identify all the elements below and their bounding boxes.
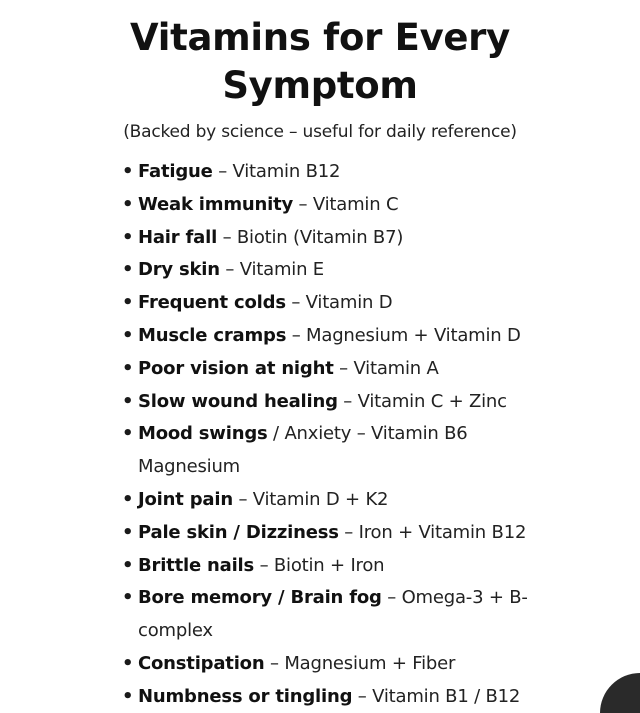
symptom-term: Muscle cramps xyxy=(138,324,287,346)
bullet-icon: • xyxy=(122,292,134,314)
vitamin-remedy: Vitamin B6 xyxy=(371,423,468,445)
list-item xyxy=(118,550,538,583)
vitamin-remedy: Vitamin D + K2 xyxy=(252,488,389,510)
separator: – xyxy=(293,193,313,215)
separator: – xyxy=(381,587,402,609)
vitamin-remedy-continued: Magnesium xyxy=(138,456,240,478)
vitamin-remedy: Iron + Vitamin B12 xyxy=(358,521,527,543)
list-item xyxy=(118,222,538,255)
list-item-line xyxy=(138,681,538,713)
list-item xyxy=(118,189,538,222)
list-item xyxy=(118,254,538,287)
title-line-1: Vitamins for Every xyxy=(130,16,510,59)
symptom-term: Joint pain xyxy=(138,488,233,510)
vitamin-remedy: Vitamin C xyxy=(312,193,399,215)
list-item-line xyxy=(138,287,538,320)
separator: – xyxy=(217,226,237,248)
symptom-vitamin-list xyxy=(118,156,538,713)
bullet-icon: • xyxy=(122,259,134,281)
list-item-line xyxy=(138,254,538,287)
page-subtitle: (Backed by science – useful for daily reference) xyxy=(123,122,517,142)
vitamin-remedy: Magnesium + Fiber xyxy=(284,652,456,674)
list-item-line xyxy=(138,582,538,615)
separator: / Anxiety – xyxy=(267,423,372,445)
bullet-icon: • xyxy=(122,390,134,412)
symptom-term: Fatigue xyxy=(138,161,213,182)
separator: – xyxy=(285,292,306,314)
list-item-line xyxy=(138,517,538,550)
bullet-icon: • xyxy=(122,488,134,510)
vitamin-remedy: Vitamin A xyxy=(353,357,439,379)
list-item xyxy=(118,386,538,419)
list-item-line xyxy=(138,648,538,681)
symptom-term: Dry skin xyxy=(138,259,220,281)
symptom-term: Constipation xyxy=(138,652,265,674)
separator: – xyxy=(338,521,359,543)
bullet-icon: • xyxy=(122,587,134,609)
symptom-term: Numbness or tingling xyxy=(138,685,353,707)
separator: – xyxy=(212,161,233,182)
separator: – xyxy=(232,488,253,510)
vitamin-remedy: Vitamin B1 / B12 xyxy=(372,685,521,707)
list-item xyxy=(118,582,538,648)
separator: – xyxy=(333,357,354,379)
bullet-icon: • xyxy=(122,652,134,674)
list-item xyxy=(118,484,538,517)
separator: – xyxy=(286,324,307,346)
bullet-icon: • xyxy=(122,423,134,445)
bullet-icon: • xyxy=(122,226,134,248)
bullet-icon: • xyxy=(122,357,134,379)
list-item xyxy=(118,681,538,713)
vitamin-remedy: Vitamin B12 xyxy=(232,161,341,182)
separator: – xyxy=(337,390,358,412)
title-line-2: Symptom xyxy=(222,64,418,107)
list-item xyxy=(118,418,538,484)
symptom-term: Brittle nails xyxy=(138,554,255,576)
symptom-term: Mood swings xyxy=(138,423,268,445)
bullet-icon: • xyxy=(122,161,134,182)
separator: – xyxy=(352,685,373,707)
list-item-line xyxy=(138,222,538,255)
list-item-line xyxy=(138,418,538,451)
list-item-line xyxy=(138,156,538,189)
vitamin-remedy: Vitamin C + Zinc xyxy=(357,390,507,412)
symptom-term: Frequent colds xyxy=(138,292,286,314)
list-item-line xyxy=(138,353,538,386)
bullet-icon: • xyxy=(122,521,134,543)
page-title xyxy=(0,14,640,110)
symptom-term: Slow wound healing xyxy=(138,390,338,412)
separator: – xyxy=(264,652,285,674)
list-item-line xyxy=(138,550,538,583)
vitamin-remedy: Magnesium + Vitamin D xyxy=(306,324,521,346)
separator: – xyxy=(254,554,274,576)
symptom-term: Poor vision at night xyxy=(138,357,334,379)
list-item xyxy=(118,353,538,386)
separator: – xyxy=(219,259,240,281)
symptom-term: Bore memory / Brain fog xyxy=(138,587,382,609)
bullet-icon: • xyxy=(122,193,134,215)
bullet-icon: • xyxy=(122,324,134,346)
vitamin-remedy-continued: complex xyxy=(138,620,213,642)
vitamin-remedy: Biotin (Vitamin B7) xyxy=(236,226,404,248)
list-item-line xyxy=(138,484,538,517)
list-item xyxy=(118,287,538,320)
list-item-line xyxy=(138,320,538,353)
list-item xyxy=(118,648,538,681)
symptom-term: Hair fall xyxy=(138,226,218,248)
vitamin-remedy: Biotin + Iron xyxy=(273,554,385,576)
vitamin-remedy: Vitamin E xyxy=(239,259,324,281)
vitamin-remedy: Omega-3 + B- xyxy=(401,587,528,609)
screen-corner-shadow xyxy=(600,673,640,713)
list-item-line xyxy=(138,189,538,222)
list-item xyxy=(118,156,538,189)
bullet-icon: • xyxy=(122,685,134,707)
list-item xyxy=(118,517,538,550)
list-item-line xyxy=(138,386,538,419)
bullet-icon: • xyxy=(122,554,134,576)
list-item xyxy=(118,320,538,353)
symptom-term: Pale skin / Dizziness xyxy=(138,521,339,543)
vitamin-remedy: Vitamin D xyxy=(305,292,393,314)
symptom-term: Weak immunity xyxy=(138,193,294,215)
